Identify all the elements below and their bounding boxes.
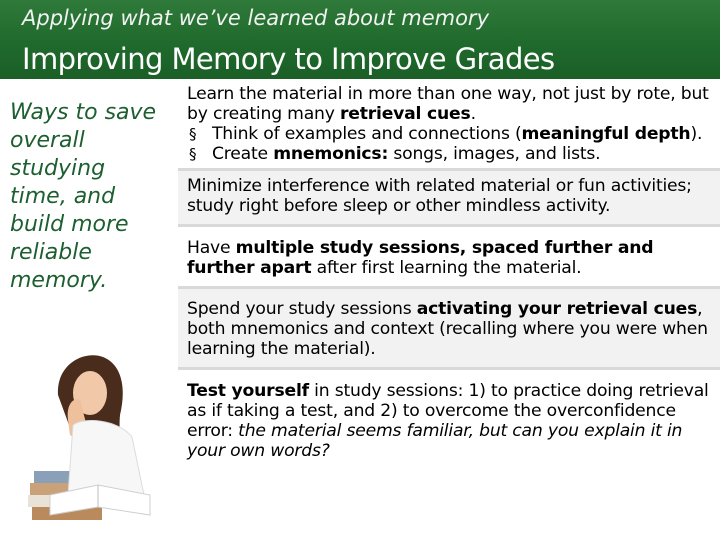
- slide-subtitle: Applying what we’ve learned about memory: [22, 6, 489, 30]
- tip-block-1: [178, 82, 720, 171]
- tip-block-5: [178, 370, 720, 465]
- slide-header: [0, 0, 720, 79]
- tip-3-text: Have multiple study sessions, spaced further and further apart after first learning the material.: [187, 238, 654, 278]
- content-panel: [178, 82, 720, 465]
- tip-1-intro: Learn the material in more than one way, not just by rote, but by creating many retrieval cues.: [187, 84, 709, 124]
- bullet-icon: §: [189, 145, 197, 163]
- tip-5-text: Test yourself in study sessions: 1) to practice doing retrieval as if taking a test, and 2) to overcome the overconfidence error: the material seems familiar, but can you explain it in your own words?: [187, 381, 709, 461]
- tip-4-text: Spend your study sessions activating your retrieval cues, both mnemonics and context (recalling where you were when learning the material).: [187, 299, 708, 359]
- tip-block-2: [178, 171, 720, 227]
- tip-2-text: Minimize interference with related material or fun activities; study right before sleep or other mindless activity.: [187, 176, 692, 216]
- tip-block-4: [178, 289, 720, 370]
- sidebar-text: Ways to save overall studying time, and build more reliable memory.: [10, 100, 157, 293]
- student-studying-photo: [28, 345, 163, 530]
- bullet-icon: §: [189, 125, 197, 143]
- tip-1-bullet-2: § Create mnemonics: songs, images, and lists.: [189, 144, 601, 164]
- tip-block-3: [178, 227, 720, 289]
- slide-title: Improving Memory to Improve Grades: [22, 42, 555, 76]
- tip-1-bullet-1: § Think of examples and connections (meaningful depth).: [189, 124, 703, 144]
